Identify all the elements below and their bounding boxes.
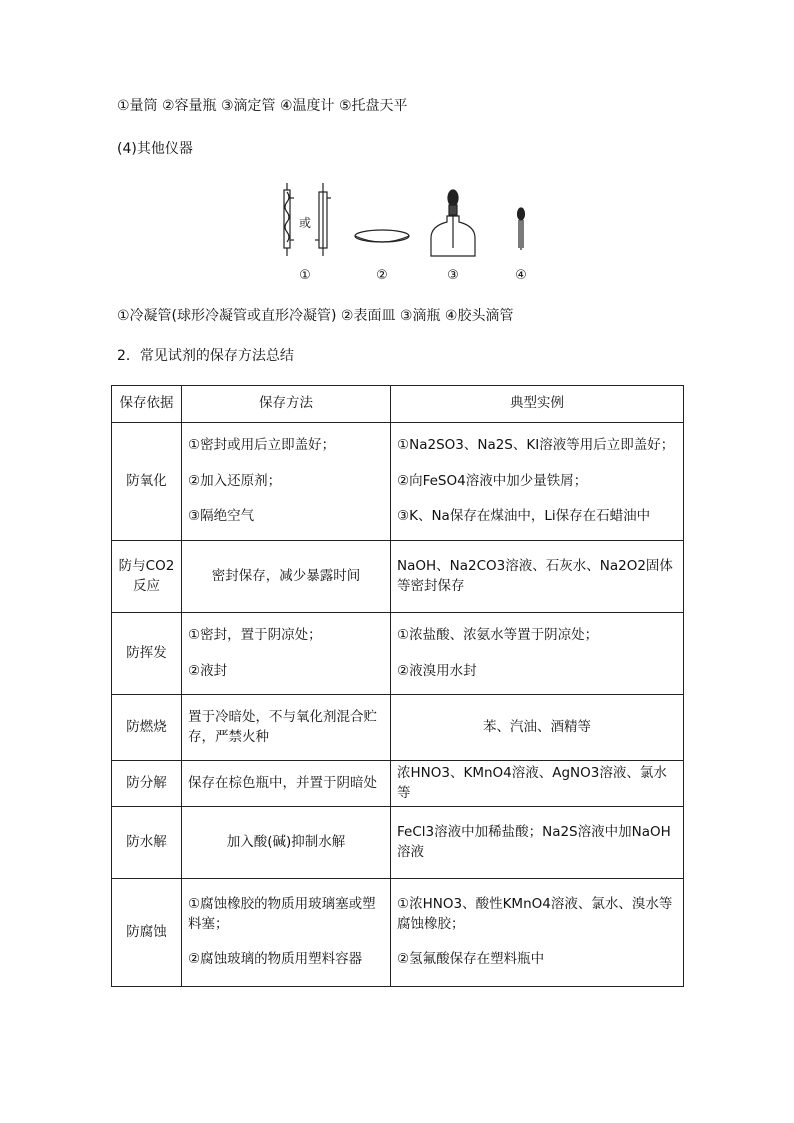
apparatus-caption: ①冷凝管(球形冷凝管或直形冷凝管) ②表面皿 ③滴瓶 ④胶头滴管: [117, 308, 514, 324]
method-line: ②液封: [188, 662, 228, 679]
example-cell: [391, 423, 684, 541]
figure-label-3: ③: [447, 268, 459, 283]
example-cell: 苯、汽油、酒精等: [391, 695, 684, 761]
table-row: [112, 807, 684, 879]
example-line: ①Na2SO3、Na2S、KI溶液等用后立即盖好；: [397, 437, 675, 454]
header-method: 保存方法: [182, 386, 391, 423]
basis-cell: 防水解: [112, 807, 182, 879]
basis-cell: 防腐蚀: [112, 879, 182, 987]
method-line: ③隔绝空气: [188, 508, 255, 525]
table-row: [112, 613, 684, 695]
example-line: ①浓HNO3、酸性KMnO4溶液、氯水、溴水等腐蚀橡胶；: [397, 896, 673, 932]
method-line: ②腐蚀玻璃的物质用塑料容器: [188, 951, 363, 968]
example-cell: FeCl3溶液中加稀盐酸；Na2S溶液中加NaOH溶液: [391, 807, 684, 879]
example-cell: 浓HNO3、KMnO4溶液、AgNO3溶液、氯水等: [391, 761, 684, 807]
figure-label-1: ①: [299, 268, 311, 283]
method-cell: [182, 879, 391, 987]
measuring-instruments-line: ①量筒 ②容量瓶 ③滴定管 ④温度计 ⑤托盘天平: [117, 98, 408, 114]
method-line: ①密封或用后立即盖好；: [188, 437, 336, 454]
table-row: [112, 879, 684, 987]
table-row: [112, 541, 684, 613]
lab-apparatus-figure: [275, 178, 545, 288]
example-line: ②向FeSO4溶液中加少量铁屑；: [397, 472, 588, 489]
dropping-bottle-icon: [431, 190, 475, 256]
figure-label-2: ②: [376, 268, 388, 283]
example-line: ②氢氟酸保存在塑料瓶中: [397, 951, 545, 968]
example-cell: [391, 879, 684, 987]
header-basis: 保存依据: [112, 386, 182, 423]
basis-cell: 防挥发: [112, 613, 182, 695]
table-row: [112, 695, 684, 761]
method-line: ②加入还原剂；: [188, 472, 282, 489]
method-cell: 置于冷暗处，不与氧化剂混合贮存，严禁火种: [182, 695, 391, 761]
table-row: [112, 761, 684, 807]
header-example: 典型实例: [391, 386, 684, 423]
basis-cell: 防与CO2反应: [112, 541, 182, 613]
basis-cell: 防氧化: [112, 423, 182, 541]
or-label: 或: [298, 216, 312, 230]
example-line: ②液溴用水封: [397, 662, 477, 679]
method-cell: 密封保存，减少暴露时间: [182, 541, 391, 613]
table-row: [112, 423, 684, 541]
reagent-storage-table: [111, 385, 684, 987]
example-line: ①浓盐酸、浓氨水等置于阴凉处；: [397, 626, 599, 643]
section-2-heading: 2．常见试剂的保存方法总结: [117, 348, 294, 364]
table-header-row: [112, 386, 684, 423]
method-cell: [182, 613, 391, 695]
basis-cell: 防分解: [112, 761, 182, 807]
example-line: ③K、Na保存在煤油中，Li保存在石蜡油中: [397, 508, 651, 525]
dropper-icon: [518, 208, 525, 250]
method-cell: 加入酸(碱)抑制水解: [182, 807, 391, 879]
method-line: ①密封，置于阴凉处；: [188, 626, 322, 643]
example-cell: [391, 613, 684, 695]
method-line: ①腐蚀橡胶的物质用玻璃塞或塑料塞；: [188, 896, 376, 932]
figure-label-4: ④: [515, 268, 527, 283]
basis-cell: 防燃烧: [112, 695, 182, 761]
method-cell: 保存在棕色瓶中，并置于阴暗处: [182, 761, 391, 807]
watch-glass-icon: [355, 230, 409, 242]
method-cell: [182, 423, 391, 541]
example-cell: NaOH、Na2CO3溶液、石灰水、Na2O2固体等密封保存: [391, 541, 684, 613]
other-instruments-heading: (4)其他仪器: [117, 141, 193, 157]
